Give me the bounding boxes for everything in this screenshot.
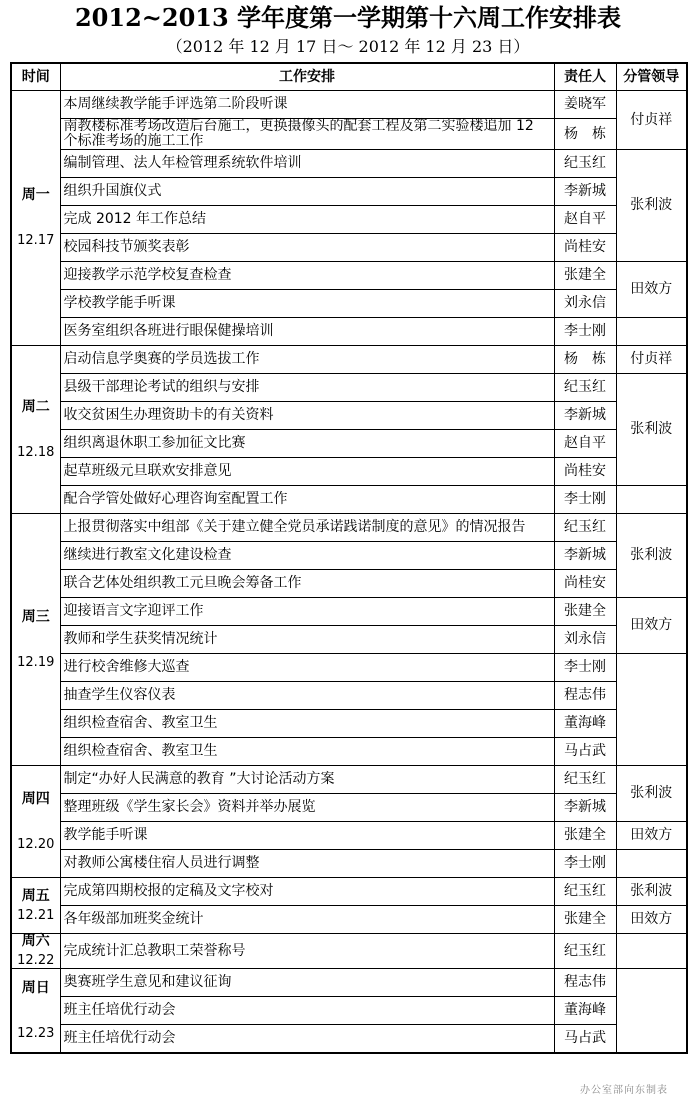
person-cell: 张建全 [554,822,616,850]
table-row [11,626,687,654]
table-row [11,710,687,738]
task-cell: 班主任培优行动会 [60,997,554,1025]
table-row [11,822,687,850]
table-row [11,570,687,598]
person-cell: 程志伟 [554,969,616,997]
leader-cell: 付贞祥 [616,346,687,374]
task-cell: 收交贫困生办理资助卡的有关资料 [60,402,554,430]
task-cell: 起草班级元旦联欢安排意见 [60,458,554,486]
task-cell: 整理班级《学生家长会》资料并举办展览 [60,794,554,822]
day-date: 12.22 [17,953,55,968]
leader-cell [616,318,687,346]
task-cell: 完成统计汇总教职工荣誉称号 [60,934,554,969]
day-date: 12.17 [17,233,55,248]
person-cell: 李士刚 [554,850,616,878]
task-cell: 班主任培优行动会 [60,1025,554,1054]
person-cell: 纪玉红 [554,934,616,969]
table-row [11,514,687,542]
day-name: 周日 [21,979,50,996]
person-cell: 纪玉红 [554,150,616,178]
schedule-table [10,62,688,1054]
person-cell: 李新城 [554,794,616,822]
table-row [11,486,687,514]
table-row [11,598,687,626]
table-row [11,458,687,486]
task-cell: 县级干部理论考试的组织与安排 [60,374,554,402]
day-date: 12.19 [17,654,55,670]
day-cell [11,969,60,1054]
person-cell: 尚桂安 [554,458,616,486]
table-row [11,402,687,430]
table-row [11,206,687,234]
page-title: 2012~2013 学年度第一学期第十六周工作安排表 [74,3,622,32]
task-cell: 教学能手听课 [60,822,554,850]
day-cell [11,346,60,514]
person-cell: 尚桂安 [554,570,616,598]
leader-cell: 张利波 [616,766,687,822]
table-row [11,234,687,262]
person-cell: 杨 栋 [554,346,616,374]
day-cell [11,878,60,934]
person-cell: 董海峰 [554,997,616,1025]
table-row [11,290,687,318]
day-cell [11,91,60,346]
leader-cell: 田效方 [616,262,687,318]
task-cell: 本周继续教学能手评选第二阶段听课 [60,91,554,119]
person-cell: 赵自平 [554,430,616,458]
leader-cell: 田效方 [616,598,687,654]
table-row [11,794,687,822]
header-row [11,63,687,91]
person-cell: 李士刚 [554,654,616,682]
table-row [11,318,687,346]
header-leader: 分管领导 [616,63,687,91]
table-row [11,738,687,766]
person-cell: 马占武 [554,738,616,766]
day-name: 周四 [21,790,50,807]
table-row [11,934,687,969]
table-row [11,430,687,458]
task-cell: 进行校舍维修大巡查 [60,654,554,682]
table-row [11,850,687,878]
table-row [11,997,687,1025]
person-cell: 纪玉红 [554,514,616,542]
day-date: 12.21 [17,907,55,923]
table-row [11,178,687,206]
table-row [11,150,687,178]
day-name: 周六 [21,933,50,949]
day-name: 周五 [21,887,50,904]
leader-cell: 张利波 [616,374,687,486]
task-cell: 南教楼标准考场改造后台施工，更换摄像头的配套工程及第二实验楼追加 12 个标准考场的施工工作 [60,119,554,150]
day-date: 12.20 [17,836,55,852]
task-cell: 制定“办好人民满意的教育 ”大讨论活动方案 [60,766,554,794]
person-cell: 李新城 [554,542,616,570]
table-row [11,682,687,710]
task-cell: 完成 2012 年工作总结 [60,206,554,234]
header-task: 工作安排 [60,63,554,91]
person-cell: 尚桂安 [554,234,616,262]
task-cell: 联合艺体处组织教工元旦晚会筹备工作 [60,570,554,598]
person-cell: 李新城 [554,178,616,206]
person-cell: 张建全 [554,262,616,290]
task-cell: 医务室组织各班进行眼保健操培训 [60,318,554,346]
person-cell: 程志伟 [554,682,616,710]
table-row [11,766,687,794]
day-cell [11,514,60,766]
person-cell: 张建全 [554,598,616,626]
leader-cell [616,486,687,514]
task-cell: 上报贯彻落实中组部《关于建立健全党员承诺践诺制度的意见》的情况报告 [60,514,554,542]
task-cell: 组织升国旗仪式 [60,178,554,206]
task-cell: 配合学管处做好心理咨询室配置工作 [60,486,554,514]
leader-cell: 张利波 [616,150,687,262]
task-cell: 启动信息学奥赛的学员选拔工作 [60,346,554,374]
person-cell: 刘永信 [554,290,616,318]
task-cell: 教师和学生获奖情况统计 [60,626,554,654]
task-cell: 组织检查宿舍、教室卫生 [60,738,554,766]
table-row [11,91,687,119]
person-cell: 赵自平 [554,206,616,234]
table-row [11,374,687,402]
task-cell: 各年级部加班奖金统计 [60,906,554,934]
task-cell: 奥赛班学生意见和建议征询 [60,969,554,997]
table-row [11,878,687,906]
person-cell: 董海峰 [554,710,616,738]
table-row [11,542,687,570]
person-cell: 杨 栋 [554,119,616,150]
table-row [11,654,687,682]
table-row [11,346,687,374]
person-cell: 刘永信 [554,626,616,654]
schedule-body [11,91,687,1054]
footer-note: 办公室部向东制表 [580,1085,668,1096]
header-time: 时间 [11,63,60,91]
day-date: 12.23 [17,1025,55,1041]
table-row [11,1025,687,1054]
leader-cell: 张利波 [616,878,687,906]
person-cell: 纪玉红 [554,878,616,906]
task-cell: 完成第四期校报的定稿及文字校对 [60,878,554,906]
person-cell: 李新城 [554,402,616,430]
day-name: 周一 [21,187,50,203]
task-cell: 迎接语言文字迎评工作 [60,598,554,626]
person-cell: 张建全 [554,906,616,934]
day-cell [11,766,60,878]
task-cell: 继续进行教室文化建设检查 [60,542,554,570]
person-cell: 李士刚 [554,486,616,514]
header-person: 责任人 [554,63,616,91]
task-cell: 抽查学生仪容仪表 [60,682,554,710]
task-cell: 对教师公寓楼住宿人员进行调整 [60,850,554,878]
leader-cell [616,654,687,766]
table-row [11,969,687,997]
page-subtitle: （2012 年 12 月 17 日～ 2012 年 12 月 23 日） [166,37,530,56]
task-cell: 编制管理、法人年检管理系统软件培训 [60,150,554,178]
task-cell: 组织离退休职工参加征文比赛 [60,430,554,458]
table-row [11,262,687,290]
task-cell: 校园科技节颁奖表彰 [60,234,554,262]
person-cell: 姜晓军 [554,91,616,119]
task-cell: 学校教学能手听课 [60,290,554,318]
leader-cell [616,969,687,1054]
table-row [11,119,687,150]
day-date: 12.18 [17,444,55,460]
task-cell: 迎接教学示范学校复查检查 [60,262,554,290]
leader-cell: 张利波 [616,514,687,598]
leader-cell: 田效方 [616,822,687,850]
leader-cell [616,850,687,878]
person-cell: 纪玉红 [554,766,616,794]
leader-cell: 付贞祥 [616,91,687,150]
day-name: 周三 [21,608,50,625]
person-cell: 纪玉红 [554,374,616,402]
person-cell: 马占武 [554,1025,616,1054]
task-cell: 组织检查宿舍、教室卫生 [60,710,554,738]
day-cell [11,934,60,969]
person-cell: 李士刚 [554,318,616,346]
day-name: 周二 [21,398,50,415]
leader-cell [616,934,687,969]
table-row [11,906,687,934]
leader-cell: 田效方 [616,906,687,934]
